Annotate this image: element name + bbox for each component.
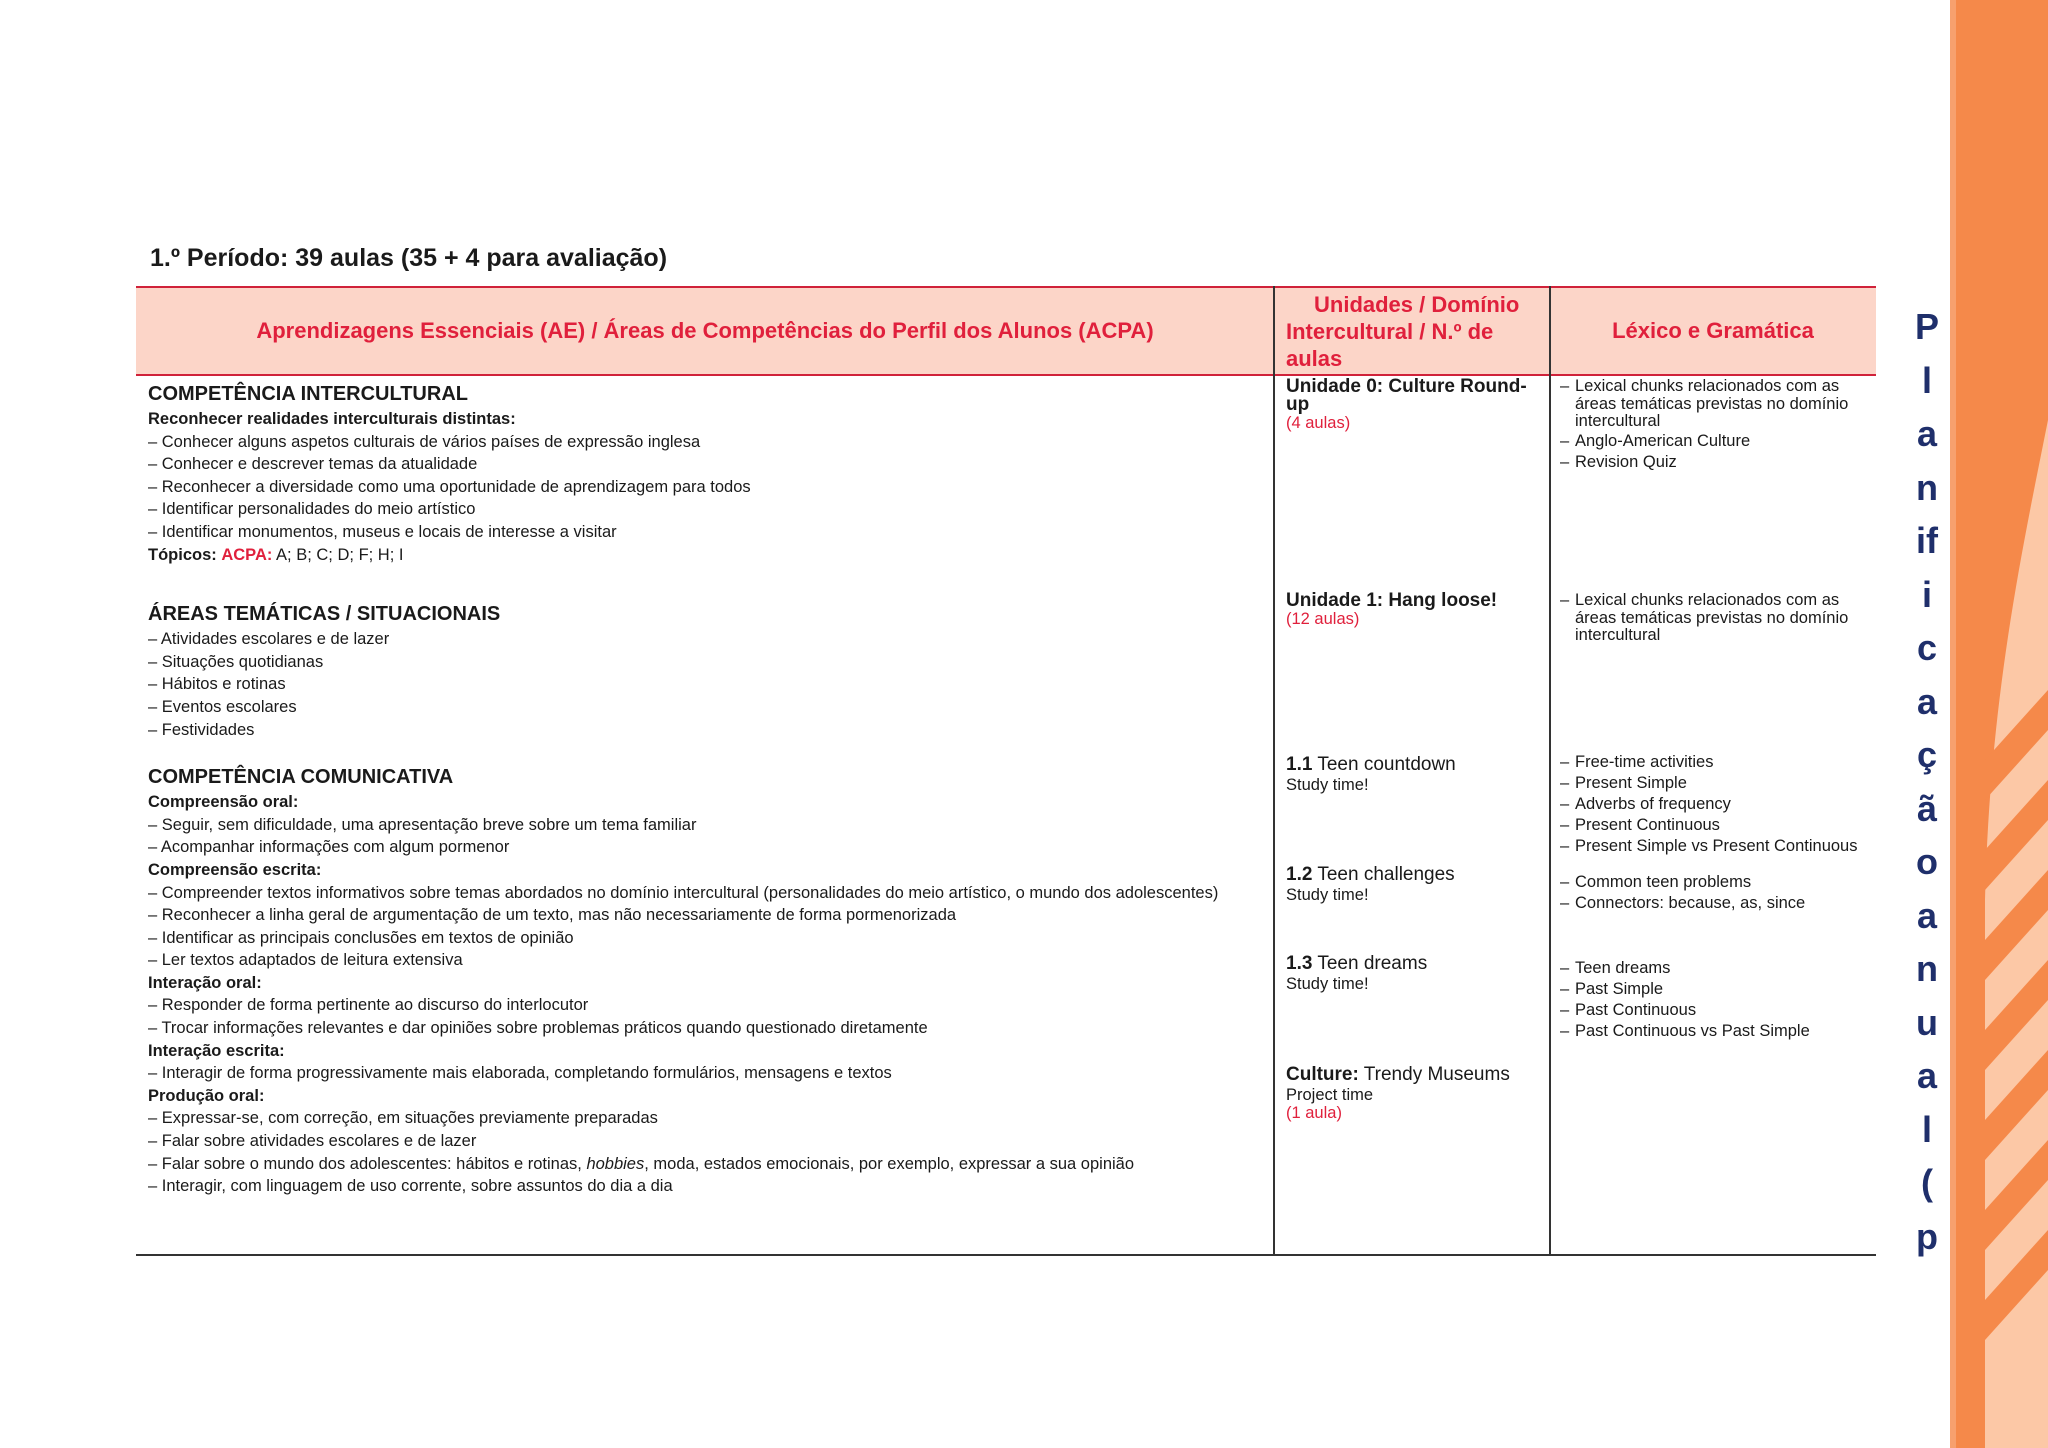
list-item: – Ler textos adaptados de leitura extensiva [148,951,463,970]
list-dash: – [1560,894,1570,912]
sidebar-title-letter: a [1916,680,1938,722]
section-title: ÁREAS TEMÁTICAS / SITUACIONAIS [148,603,501,626]
list-item [1560,958,1876,979]
lesson-title [1286,1064,1548,1086]
list-item-text: Present Continuous [1575,816,1720,834]
list-dash: – [1560,377,1570,395]
sidebar-title-letter: ã [1916,787,1938,829]
list-item-text: Past Simple [1575,980,1664,998]
lexis-block [1560,872,1876,914]
list-item-text: Past Continuous [1575,1001,1697,1019]
header-col-learning: Aprendizagens Essenciais (AE) / Áreas de Competências do Perfil dos Alunos (ACPA) [256,318,1154,343]
list-item-text: Past Continuous vs Past Simple [1575,1022,1810,1040]
subsection-label: Interação escrita: [148,1041,285,1060]
list-dash: – [1560,959,1570,977]
list-dash: – [1560,774,1570,792]
list-item [1560,452,1876,473]
list-item [1560,773,1876,794]
lesson-title [1286,953,1548,975]
sidebar-title-letter: i [1921,573,1932,615]
acpa-label: ACPA: [221,545,273,564]
list-dash: – [1560,431,1570,450]
list-item-text: Present Simple vs Present Continuous [1575,837,1858,855]
sidebar-title-letter: a [1916,894,1938,936]
header-units-line-1: Unidades / Domínio [1314,291,1520,317]
sidebar-title-letter: l [1921,1108,1932,1150]
list-item-text: Lexical chunks relacionados com as áreas temáticas previstas no domínio intercultural [1575,591,1849,644]
sidebar-title-letter: u [1916,1001,1938,1043]
list-item-text: Connectors: because, as, since [1575,894,1806,912]
list-item: – Interagir de forma progressivamente mais elaborada, completando formulários, mensagens e textos [148,1064,892,1083]
section-title: COMPETÊNCIA INTERCULTURAL [148,383,468,405]
list-item: – Festividades [148,720,255,739]
lesson-subtitle: Study time! [1286,776,1369,794]
list-item: – Identificar personalidades do meio artístico [148,500,476,519]
list-item [1560,872,1876,893]
list-item-text: Anglo-American Culture [1575,431,1751,450]
list-dash: – [1560,452,1570,471]
lesson-number: 1.3 [1286,953,1313,974]
unit-title: Unidade 0: Culture Round- [1286,376,1527,397]
list-item: – Responder de forma pertinente ao discurso do interlocutor [148,996,589,1015]
list-item [1560,1021,1876,1042]
lesson-title [1286,754,1548,776]
list-item-text: Revision Quiz [1575,452,1677,471]
page-title: 1.º Período: 39 aulas (35 + 4 para avaliação) [150,244,668,272]
list-dash: – [1560,1022,1570,1040]
list-item-text: Adverbs of frequency [1575,795,1731,813]
unit-title: Unidade 1: Hang loose! [1286,590,1498,611]
list-item-text: Teen dreams [1575,959,1671,977]
list-item [1560,836,1876,857]
list-item: – Trocar informações relevantes e dar opiniões sobre problemas práticos quando questionado diretamente [148,1019,928,1038]
lexis-block [1560,376,1876,473]
lesson-count: (4 aulas) [1286,414,1351,432]
header-units-line-2: Intercultural / N.º de [1286,318,1494,344]
lesson-block [1286,864,1548,904]
sidebar-title-letter: p [1916,1215,1938,1257]
list-item [148,1153,1268,1176]
list-item: – Reconhecer a linha geral de argumentação de um texto, mas não necessariamente de forma pormenorizada [148,906,957,925]
list-dash: – [1560,795,1570,813]
sidebar-title-letter: o [1916,841,1938,882]
list-item: – Compreender textos informativos sobre temas abordados no domínio intercultural (personalidades do meio artístico, o mundo dos adolescentes) [148,883,1219,902]
list-item: – Reconhecer a diversidade como uma oportunidade de aprendizagem para todos [148,477,751,496]
column-divider [1549,286,1551,1256]
lesson-title [1286,864,1548,886]
lexis-block [1560,958,1876,1042]
unit-0-block [1286,378,1548,432]
lesson-block [1286,953,1548,993]
culture-block [1286,1064,1548,1122]
lesson-subtitle: Study time! [1286,886,1369,904]
table-bottom-rule [136,1254,1876,1256]
list-item: – Eventos escolares [148,697,297,716]
list-item-text: Present Simple [1575,774,1687,792]
list-item: – Seguir, sem dificuldade, uma apresentação breve sobre um tema familiar [148,815,697,834]
list-item-text: Free-time activities [1575,753,1714,771]
list-item [1560,431,1876,452]
sidebar-title-letter: l [1921,359,1932,401]
planning-table [136,286,1876,1256]
list-item-text: Common teen problems [1575,873,1752,891]
sidebar-title-letter: P [1914,306,1939,347]
sidebar-title-letter: c [1916,627,1938,668]
lesson-name: Trendy Museums [1358,1064,1510,1085]
list-item: – Hábitos e rotinas [148,675,286,694]
lesson-block [1286,754,1548,794]
list-dash: – [1560,816,1570,834]
list-item [1560,590,1876,645]
list-dash: – [1560,980,1570,998]
list-item: – Identificar monumentos, museus e locais de interesse a visitar [148,522,617,541]
lesson-subtitle: Study time! [1286,975,1369,993]
learning-column [148,380,1268,1198]
list-item: – Acompanhar informações com algum pormenor [148,838,510,857]
list-item [1560,979,1876,1000]
lesson-number: 1.1 [1286,754,1313,775]
topics-label: Tópicos: [148,545,217,564]
sidebar-title-letter: a [1916,413,1938,454]
sidebar-vertical-title [1900,300,1954,1263]
list-item: – Falar sobre atividades escolares e de lazer [148,1132,477,1151]
lesson-subtitle: Project time [1286,1086,1374,1104]
subsection-label: Compreensão oral: [148,793,299,812]
lesson-name: Teen countdown [1312,754,1456,775]
list-dash: – [1560,753,1570,771]
list-item: – Conhecer alguns aspetos culturais de vários países de expressão inglesa [148,432,701,451]
list-item: – Conhecer e descrever temas da atualidade [148,455,478,474]
lexis-block [1560,590,1876,645]
list-item-text: Lexical chunks relacionados com as áreas temáticas previstas no domínio intercultural [1575,377,1849,430]
acpa-values: A; B; C; D; F; H; I [272,545,404,564]
lesson-name: Teen dreams [1312,953,1428,974]
subsection-label: Interação oral: [148,973,262,992]
list-item: – Situações quotidianas [148,652,324,671]
header-col-lexis: Léxico e Gramática [1612,318,1814,343]
list-item: – Expressar-se, com correção, em situações previamente preparadas [148,1109,658,1128]
list-item [1560,815,1876,836]
lesson-count: (1 aula) [1286,1104,1342,1122]
list-item: – Identificar as principais conclusões em textos de opinião [148,928,574,947]
header-units-line-3: aulas [1286,345,1343,371]
section-title: COMPETÊNCIA COMUNICATIVA [148,766,454,789]
list-item [1560,1000,1876,1021]
list-dash: – [1560,837,1570,855]
list-item [1560,893,1876,914]
decorative-sidebar [1950,0,2048,1448]
subsection-label: Reconhecer realidades interculturais distintas: [148,410,516,428]
sidebar-title-letter: ( [1921,1162,1933,1203]
list-item [1560,376,1876,431]
unit-1-block [1286,592,1548,628]
list-dash: – [1560,873,1570,891]
list-dash: – [1560,591,1570,609]
sidebar-title-letter: n [1916,466,1938,508]
topics-line [148,544,1268,567]
list-item-emphasis: hobbies [586,1154,645,1173]
unit-title: up [1286,394,1310,415]
sidebar-title-letter: if [1916,520,1938,561]
list-item-text: , moda, estados emocionais, por exemplo, expressar a sua opinião [644,1154,1135,1173]
culture-label: Culture: [1286,1064,1359,1085]
lesson-count: (12 aulas) [1286,610,1360,628]
list-item [1560,794,1876,815]
list-item: – Atividades escolares e de lazer [148,630,390,649]
subsection-label: Produção oral: [148,1086,265,1105]
list-item [1560,752,1876,773]
subsection-label: Compreensão escrita: [148,860,322,879]
sidebar-title-letter: n [1916,948,1938,989]
lesson-number: 1.2 [1286,864,1313,885]
lesson-name: Teen challenges [1312,864,1455,885]
lexis-block [1560,752,1876,857]
column-divider [1273,286,1275,1256]
list-item-text: – Falar sobre o mundo dos adolescentes: hábitos e rotinas, [148,1154,587,1173]
sidebar-title-letter: ç [1916,734,1938,775]
list-item: – Interagir, com linguagem de uso corrente, sobre assuntos do dia a dia [148,1177,673,1196]
list-dash: – [1560,1001,1570,1019]
sidebar-title-letter: a [1916,1055,1938,1096]
header-col-units [1274,286,1550,376]
